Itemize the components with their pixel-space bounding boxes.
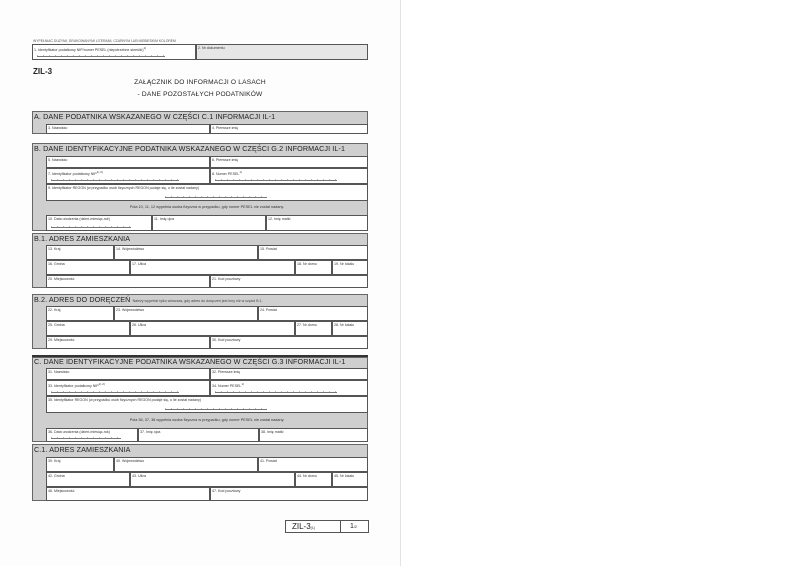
field-34[interactable]: 34. Numer PESEL$^{1)}$ xyxy=(210,380,368,396)
field-25[interactable]: 25. Gmina xyxy=(46,321,130,336)
field-44[interactable]: 44. Nr domu xyxy=(295,472,332,487)
field-35-comb xyxy=(165,408,267,411)
section-b2-note: Należy wypełnić tylko wówczas, gdy adres do doręczeń jest inny niż w części B.1. xyxy=(132,299,263,303)
section-b1-title: B.1. ADRES ZAMIESZKANIA xyxy=(34,234,131,243)
section-b-title: B. DANE IDENTYFIKACYJNE PODATNIKA WSKAZANEGO W CZĘŚCI G.2 INFORMACJI IL-1 xyxy=(34,144,346,153)
field-15[interactable]: 15. Powiat xyxy=(258,245,368,260)
field-35[interactable]: 35. Identyfikator REGON (w przypadku osób fizycznych REGON podaje się, o ile został nadany) xyxy=(46,396,368,413)
field-19[interactable]: 19. Nr lokalu xyxy=(332,260,368,275)
identifier-field[interactable] xyxy=(32,44,196,60)
field-14[interactable]: 14. Województwo xyxy=(114,245,258,260)
field-34-sup: 1) xyxy=(241,381,245,386)
section-c-title: C. DANE IDENTYFIKACYJNE PODATNIKA WSKAZANEGO W CZĘŚCI G.3 INFORMACJI IL-1 xyxy=(34,357,346,366)
field-43[interactable]: 43. Ulica xyxy=(130,472,295,487)
field-39[interactable]: 39. Kraj xyxy=(46,457,114,472)
field-10[interactable]: 10. Data urodzenia (dzień-miesiąc-rok) xyxy=(46,215,152,231)
field-6[interactable]: 6. Pierwsze imię xyxy=(210,156,368,168)
form-title-line1: ZAŁĄCZNIK DO INFORMACJI O LASACH xyxy=(134,79,266,86)
field-8[interactable]: 8. Numer PESEL$^{1)}$ xyxy=(210,168,368,184)
identifier-comb xyxy=(37,55,165,58)
field-18[interactable]: 18. Nr domu xyxy=(295,260,332,275)
field-21[interactable]: 21. Kod pocztowy xyxy=(210,275,368,288)
footer-version: (1) xyxy=(310,526,315,530)
field-46[interactable]: 46. Miejscowość xyxy=(46,487,210,501)
field-36[interactable]: 36. Data urodzenia (dzień-miesiąc-rok) xyxy=(46,428,138,442)
blank-page xyxy=(400,0,800,566)
field-40[interactable]: 40. Województwo xyxy=(114,457,258,472)
field-42[interactable]: 42. Gmina xyxy=(46,472,130,487)
footer-page-suffix: /2 xyxy=(353,525,357,529)
field-36-comb xyxy=(51,437,121,440)
field-27[interactable]: 27. Nr domu xyxy=(295,321,332,336)
field-12[interactable]: 12. Imię matki xyxy=(266,215,368,231)
section-a-title: A. DANE PODATNIKA WSKAZANEGO W CZĘŚCI C.1 INFORMACJI IL-1 xyxy=(34,112,276,121)
form-code: ZIL-3 xyxy=(33,67,53,76)
footer-page: 1/2 xyxy=(350,523,357,530)
field-28[interactable]: 28. Nr lokalu xyxy=(332,321,368,336)
field-13[interactable]: 13. Kraj xyxy=(46,245,114,260)
document-number-field[interactable] xyxy=(196,44,368,60)
field-26[interactable]: 26. Ulica xyxy=(130,321,295,336)
field-30[interactable]: 30. Kod pocztowy xyxy=(210,336,368,349)
field-31[interactable]: 31. Nazwisko xyxy=(46,368,210,380)
field-16[interactable]: 16. Gmina xyxy=(46,260,130,275)
footer-form-code: ZIL-3(1) xyxy=(292,522,315,531)
field-22[interactable]: 22. Kraj xyxy=(46,306,114,321)
field-8-sup: 1) xyxy=(239,169,243,174)
field-33[interactable]: 33. Identyfikator podatkowy $NIP^{1) 2)}$ xyxy=(46,380,210,396)
field-45[interactable]: 45. Nr lokalu xyxy=(332,472,368,487)
field-5[interactable]: 5. Nazwisko xyxy=(46,156,210,168)
field-41[interactable]: 41. Powiat xyxy=(258,457,368,472)
field-3[interactable]: 3. Nazwisko xyxy=(46,124,210,134)
field-7[interactable]: 7. Identyfikator podatkowy $NIP^{1) 2)}$ xyxy=(46,168,210,184)
document-number-label: 2. Nr dokumentu xyxy=(198,45,225,50)
field-9[interactable]: 9. Identyfikator REGON (w przypadku osób fizycznych REGON podaje się, o ile został nadany) xyxy=(46,184,368,201)
footer-divider xyxy=(340,520,341,533)
field-23[interactable]: 23. Województwo xyxy=(114,306,258,321)
section-c1-title: C.1. ADRES ZAMIESZKANIA xyxy=(34,445,131,454)
form-title-line2: - DANE POZOSTAŁYCH PODATNIKÓW xyxy=(137,91,263,98)
field-10-comb xyxy=(51,226,131,229)
section-b2-title: B.2. ADRES DO DORĘCZEŃ Należy wypełnić tylko wówczas, gdy adres do doręczeń jest inny niż w części B.1. xyxy=(34,295,263,304)
field-4[interactable]: 4. Pierwsze imię xyxy=(210,124,368,134)
identifier-label: 1. Identyfikator podatkowy NIP/numer PESEL (niepotrzebne skreślić) xyxy=(34,47,144,52)
section-c-note: Pola 36, 37, 38 wypełnia osoba fizyczna w przypadku, gdy numer PESEL nie został nadany. xyxy=(129,418,285,422)
field-32[interactable]: 32. Pierwsze imię xyxy=(210,368,368,380)
field-7-sup: 1) 2) xyxy=(96,169,103,174)
field-33-comb xyxy=(51,391,179,394)
section-b-note: Pola 10, 11, 12 wypełnia osoba fizyczna w przypadku, gdy numer PESEL nie został nadany. xyxy=(129,205,285,209)
ink-note: WYPEŁNIAĆ DUŻYMI, DRUKOWANYMI LITERAMI, CZARNYM LUB NIEBIESKIM KOLOREM xyxy=(33,39,176,43)
field-37[interactable]: 37. Imię ojca xyxy=(138,428,259,442)
field-8-comb xyxy=(215,179,337,182)
field-17[interactable]: 17. Ulica xyxy=(130,260,295,275)
field-20[interactable]: 20. Miejscowość xyxy=(46,275,210,288)
identifier-sup: 1) xyxy=(143,45,147,50)
field-38[interactable]: 38. Imię matki xyxy=(259,428,368,442)
field-24[interactable]: 24. Powiat xyxy=(258,306,368,321)
field-7-comb xyxy=(51,179,179,182)
field-34-comb xyxy=(215,391,337,394)
field-47[interactable]: 47. Kod pocztowy xyxy=(210,487,368,501)
field-33-sup: 1) 2) xyxy=(98,381,105,386)
field-11[interactable]: 11. Imię ojca xyxy=(152,215,266,231)
field-9-comb xyxy=(165,196,267,199)
field-29[interactable]: 29. Miejscowość xyxy=(46,336,210,349)
